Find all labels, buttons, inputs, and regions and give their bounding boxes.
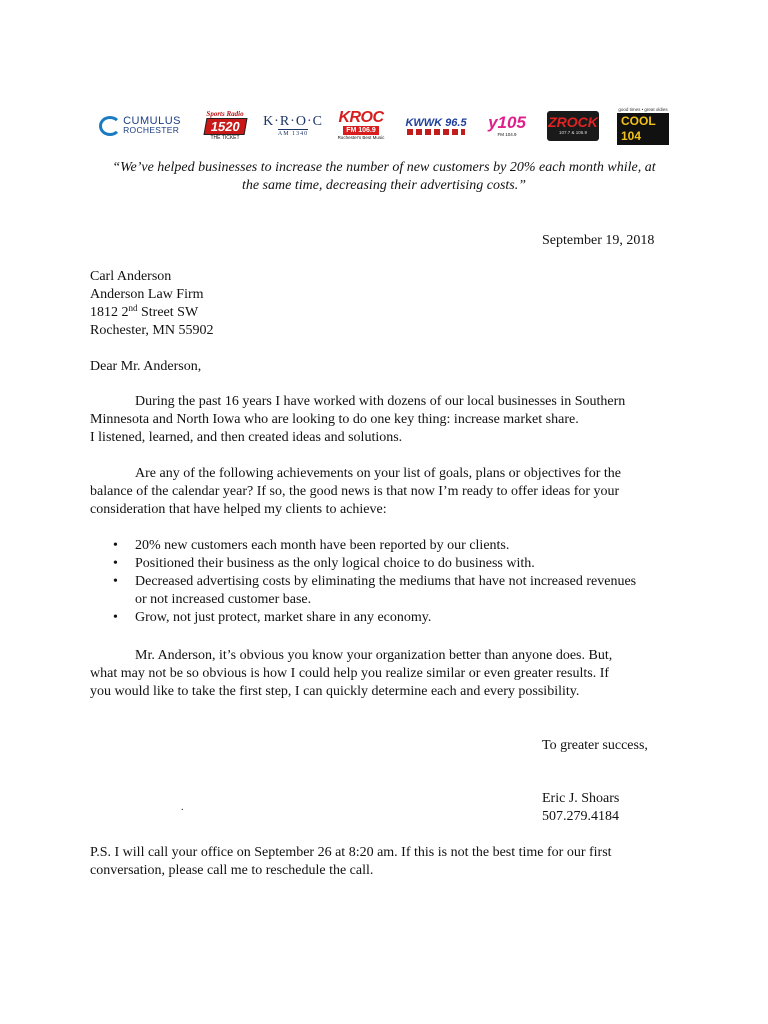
paragraph-1-line2: Minnesota and North Iowa who are looking to do one key thing: increase market share. <box>90 412 579 427</box>
achievements-list <box>113 537 693 627</box>
list-item <box>113 609 693 627</box>
paragraph-2 <box>90 465 621 519</box>
tagline-line1: “We’ve helped businesses to increase the number of new customers by 20% each month while, at <box>112 160 656 175</box>
paragraph-1-line3: I listened, learned, and then created ideas and solutions. <box>90 430 403 445</box>
recipient-firm: Anderson Law Firm <box>90 287 204 302</box>
postscript-line1: P.S. I will call your office on September 26 at 8:20 am. If this is not the best time for our first <box>90 845 612 860</box>
kroc-fm-logo <box>335 106 387 146</box>
zrock-logo-line2: 107.7 & 106.9 <box>558 130 588 135</box>
signer-phone: 507.279.4184 <box>542 809 619 824</box>
bullet-icon: • <box>113 574 118 589</box>
kroc-am-logo-line2: AM 1340 <box>277 130 309 137</box>
cumulus-logo-line2: ROCHESTER <box>123 124 180 135</box>
sports-radio-logo-line2: 1520 <box>203 118 247 135</box>
y105-logo-line2: FM 104.9 <box>497 131 517 137</box>
station-logo-strip <box>90 97 678 154</box>
y105-logo-line1: y105 <box>488 112 526 132</box>
postscript-line2: conversation, please call me to reschedule the call. <box>90 863 374 878</box>
cumulus-logo-line1: CUMULUS <box>123 114 181 127</box>
kwwk-logo-line1: KWWK 96.5 <box>405 116 467 129</box>
paragraph-3-line3: you would like to take the first step, I can quickly determine each and every possibility. <box>90 684 580 699</box>
list-item-text: 20% new customers each month have been reported by our clients. <box>135 538 510 553</box>
bullet-icon: • <box>113 610 118 625</box>
recipient-address <box>90 268 213 340</box>
paragraph-2-line3: consideration that have helped my clients to achieve: <box>90 502 387 517</box>
kroc-am-logo <box>263 106 323 146</box>
recipient-city: Rochester, MN 55902 <box>90 323 214 338</box>
kroc-fm-logo-line2: FM 106.9 <box>343 126 379 135</box>
kroc-am-logo-line1: K·R·O·C <box>263 113 323 129</box>
postscript <box>90 844 612 880</box>
bullet-icon: • <box>113 538 118 553</box>
paragraph-2-line1: Are any of the following achievements on your list of goals, plans or objectives for the <box>135 466 621 481</box>
signature-block <box>542 790 619 826</box>
cool-104-logo-line2: COOL 104 <box>617 113 669 145</box>
street-name: Street SW <box>137 305 199 320</box>
recipient-street <box>90 304 213 322</box>
kwwk-logo <box>405 106 467 146</box>
list-item-text: Positioned their business as the only logical choice to do business with. <box>135 556 535 571</box>
list-item <box>113 573 693 609</box>
list-item <box>113 537 693 555</box>
closing: To greater success, <box>542 738 648 753</box>
cool-104-logo-line1: good times • great oldies <box>618 107 668 112</box>
y105-logo <box>485 106 529 146</box>
street-number: 1812 2 <box>90 305 129 320</box>
stray-mark: . <box>181 802 184 813</box>
street-ordinal: nd <box>128 303 138 313</box>
recipient-name: Carl Anderson <box>90 269 172 284</box>
paragraph-2-line2: balance of the calendar year? If so, the good news is that now I’m ready to offer ideas for your <box>90 484 620 499</box>
cool-104-logo <box>617 106 669 146</box>
paragraph-1-line1: During the past 16 years I have worked with dozens of our local businesses in Southern <box>135 394 626 409</box>
paragraph-3-line1: Mr. Anderson, it’s obvious you know your organization better than anyone does. But, <box>135 648 613 663</box>
sports-radio-logo-line1: Sports Radio <box>206 109 244 118</box>
list-item-text-continued: or not increased customer base. <box>135 592 312 607</box>
paragraph-1 <box>90 393 625 447</box>
salutation: Dear Mr. Anderson, <box>90 359 202 374</box>
zrock-logo-line1: ZROCK <box>548 114 598 130</box>
letter-date: September 19, 2018 <box>542 233 655 248</box>
paragraph-3 <box>90 647 612 701</box>
sports-radio-logo-line3: THE TICKET <box>210 134 240 141</box>
flag-stripes-icon <box>407 129 465 135</box>
list-item <box>113 555 693 573</box>
tagline-quote <box>86 159 682 195</box>
list-item-text: Decreased advertising costs by eliminating the mediums that have not increased revenues <box>135 574 637 589</box>
cumulus-swirl-icon <box>99 116 121 136</box>
cumulus-logo <box>99 106 181 146</box>
sports-radio-1520-logo <box>199 106 251 146</box>
zrock-logo <box>547 111 599 141</box>
kroc-fm-logo-line3: Rochester's Best Music <box>337 135 385 140</box>
kroc-fm-logo-line1: KROC <box>338 109 384 126</box>
signer-name: Eric J. Shoars <box>542 791 620 806</box>
bullet-icon: • <box>113 556 118 571</box>
tagline-line2: the same time, decreasing their advertising costs.” <box>241 178 527 193</box>
list-item-text: Grow, not just protect, market share in any economy. <box>135 610 432 625</box>
paragraph-3-line2: what may not be so obvious is how I could help you realize similar or even greater results. If <box>90 666 610 681</box>
